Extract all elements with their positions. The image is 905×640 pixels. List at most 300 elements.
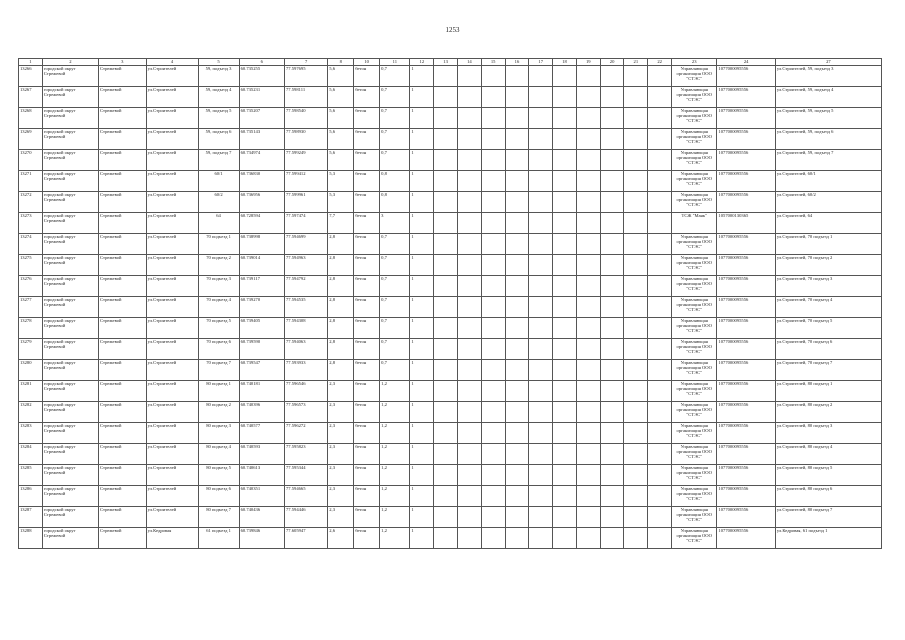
source-address-cell: ул.Строителей, 80 подъезд 1 [775,381,881,402]
longitude-cell: 77.597474 [285,213,328,234]
empty-cell [553,171,577,192]
organization-cell: Управляющая организация ООО "СТЭС" [672,528,717,549]
empty-cell [553,360,577,381]
empty-cell [529,171,553,192]
street-cell: ул.Строителей [146,129,198,150]
empty-cell [600,360,624,381]
empty-cell [576,108,600,129]
empty-cell [434,234,458,255]
container-count-cell: 1 [410,381,434,402]
street-cell: ул.Строителей [146,486,198,507]
empty-cell [457,318,481,339]
empty-cell [576,486,600,507]
empty-cell [434,528,458,549]
empty-cell [457,192,481,213]
area-cell: 2,3 [328,465,354,486]
column-number-23: 23 [672,59,717,66]
organization-cell: Управляющая организация ООО "СТЭС" [672,87,717,108]
empty-cell [457,87,481,108]
empty-cell [505,465,529,486]
source-address-cell: ул.Строителей, 70 подъезд 4 [775,297,881,318]
area-cell: 5,6 [328,66,354,87]
row-number: 13272 [19,192,43,213]
ogrn-cell: 1077000095556 [717,108,775,129]
street-cell: ул.Строителей [146,192,198,213]
row-number: 13285 [19,465,43,486]
empty-cell [553,129,577,150]
empty-cell [481,171,505,192]
ogrn-cell: 1077000095556 [717,171,775,192]
empty-cell [434,129,458,150]
column-number-5: 5 [198,59,239,66]
empty-cell [481,528,505,549]
empty-cell [648,423,672,444]
empty-cell [624,528,648,549]
empty-cell [553,276,577,297]
container-count-cell: 1 [410,339,434,360]
empty-cell [576,465,600,486]
area-cell: 5,6 [328,129,354,150]
area-cell: 5,6 [328,87,354,108]
empty-cell [457,171,481,192]
latitude-cell: 60.735255 [239,66,284,87]
container-count-cell: 1 [410,276,434,297]
volume-cell: 1,2 [380,465,410,486]
table-row [19,150,882,171]
empty-cell [457,360,481,381]
house-cell: 80 подъезд 7 [198,507,239,528]
latitude-cell: 60.739846 [239,528,284,549]
latitude-cell: 60.740351 [239,486,284,507]
longitude-cell: 77.595823 [285,444,328,465]
empty-cell [553,465,577,486]
empty-cell [481,150,505,171]
street-cell: ул.Строителей [146,87,198,108]
ogrn-cell: 1077000095556 [717,255,775,276]
table-row [19,192,882,213]
city-cell: Стрежевой [99,465,147,486]
table-row [19,486,882,507]
empty-cell [457,339,481,360]
table-row [19,87,882,108]
area-cell: 5,3 [328,192,354,213]
row-number: 13267 [19,87,43,108]
column-number-18: 18 [553,59,577,66]
house-cell: 60/1 [198,171,239,192]
empty-cell [529,297,553,318]
source-address-cell: ул.Строителей, 70 подъезд 1 [775,234,881,255]
empty-cell [505,402,529,423]
empty-cell [576,423,600,444]
empty-cell [600,402,624,423]
empty-cell [624,129,648,150]
empty-cell [481,507,505,528]
empty-cell [600,507,624,528]
empty-cell [529,528,553,549]
longitude-cell: 77.594792 [285,276,328,297]
district-cell: городской округ Стрежевой [42,192,98,213]
organization-cell: Управляющая организация ООО "СТЭС" [672,276,717,297]
volume-cell: 1,2 [380,528,410,549]
street-cell: ул.Строителей [146,66,198,87]
ogrn-cell: 1057000130365 [717,213,775,234]
organization-cell: Управляющая организация ООО "СТЭС" [672,381,717,402]
empty-cell [505,66,529,87]
container-count-cell: 1 [410,423,434,444]
row-number: 13286 [19,486,43,507]
empty-cell [505,255,529,276]
city-cell: Стрежевой [99,255,147,276]
volume-cell: 1,2 [380,507,410,528]
empty-cell [553,213,577,234]
empty-cell [481,423,505,444]
empty-cell [576,87,600,108]
district-cell: городской округ Стрежевой [42,360,98,381]
empty-cell [481,339,505,360]
container-count-cell: 1 [410,297,434,318]
empty-cell [624,276,648,297]
empty-cell [648,297,672,318]
empty-cell [457,381,481,402]
district-cell: городской округ Стрежевой [42,402,98,423]
empty-cell [434,465,458,486]
longitude-cell: 77.599249 [285,150,328,171]
container-count-cell: 1 [410,318,434,339]
city-cell: Стрежевой [99,234,147,255]
empty-cell [529,213,553,234]
source-address-cell: ул.Кедровая, 61 подъезд 1 [775,528,881,549]
row-number: 13283 [19,423,43,444]
empty-cell [457,444,481,465]
column-number-7: 7 [285,59,328,66]
empty-cell [553,297,577,318]
area-cell: 5,3 [328,171,354,192]
empty-cell [600,234,624,255]
column-number-16: 16 [505,59,529,66]
surface-cell: бетон [354,171,380,192]
house-cell: 70 подъезд 6 [198,339,239,360]
empty-cell [434,255,458,276]
volume-cell: 0,7 [380,276,410,297]
city-cell: Стрежевой [99,129,147,150]
row-number: 13280 [19,360,43,381]
ogrn-cell: 1077000095556 [717,297,775,318]
empty-cell [576,402,600,423]
empty-cell [481,255,505,276]
empty-cell [434,171,458,192]
empty-cell [553,234,577,255]
surface-cell: бетон [354,486,380,507]
empty-cell [648,192,672,213]
empty-cell [648,465,672,486]
empty-cell [648,486,672,507]
empty-cell [648,234,672,255]
empty-cell [481,87,505,108]
empty-cell [624,465,648,486]
empty-cell [434,150,458,171]
district-cell: городской округ Стрежевой [42,507,98,528]
empty-cell [529,234,553,255]
district-cell: городской округ Стрежевой [42,276,98,297]
city-cell: Стрежевой [99,423,147,444]
table-row [19,213,882,234]
organization-cell: Управляющая организация ООО "СТЭС" [672,507,717,528]
empty-cell [576,507,600,528]
container-count-cell: 1 [410,213,434,234]
empty-cell [434,381,458,402]
empty-cell [600,297,624,318]
ogrn-cell: 1077000095556 [717,150,775,171]
empty-cell [624,360,648,381]
empty-cell [600,465,624,486]
table-row [19,381,882,402]
longitude-cell: 77.598540 [285,108,328,129]
area-cell: 5,6 [328,108,354,129]
column-number-2: 2 [42,59,98,66]
table-row [19,234,882,255]
source-address-cell: ул.Строителей, 60/2 [775,192,881,213]
district-cell: городской округ Стрежевой [42,255,98,276]
empty-cell [576,297,600,318]
volume-cell: 0,8 [380,192,410,213]
empty-cell [434,276,458,297]
empty-cell [481,108,505,129]
volume-cell: 1,2 [380,402,410,423]
house-cell: 59, подъезд 7 [198,150,239,171]
empty-cell [624,297,648,318]
surface-cell: бетон [354,318,380,339]
surface-cell: бетон [354,276,380,297]
volume-cell: 0,7 [380,129,410,150]
empty-cell [505,360,529,381]
latitude-cell: 60.739014 [239,255,284,276]
column-number-14: 14 [457,59,481,66]
empty-cell [624,66,648,87]
empty-cell [600,66,624,87]
empty-cell [457,423,481,444]
house-cell: 80 подъезд 1 [198,381,239,402]
empty-cell [505,213,529,234]
ogrn-cell: 1077000095556 [717,423,775,444]
empty-cell [553,66,577,87]
longitude-cell: 77.598930 [285,129,328,150]
empty-cell [648,66,672,87]
city-cell: Стрежевой [99,108,147,129]
area-cell: 2,3 [328,423,354,444]
source-address-cell: ул.Строителей, 80 подъезд 4 [775,444,881,465]
container-count-cell: 1 [410,129,434,150]
source-address-cell: ул.Строителей, 80 подъезд 7 [775,507,881,528]
district-cell: городской округ Стрежевой [42,444,98,465]
empty-cell [576,171,600,192]
empty-cell [457,507,481,528]
row-number: 13271 [19,171,43,192]
latitude-cell: 60.740577 [239,423,284,444]
source-address-cell: ул.Строителей, 70 подъезд 3 [775,276,881,297]
longitude-cell: 77.605947 [285,528,328,549]
latitude-cell: 60.740181 [239,381,284,402]
empty-cell [434,444,458,465]
empty-cell [529,192,553,213]
table-row [19,423,882,444]
table-row [19,444,882,465]
row-number: 13270 [19,150,43,171]
table-row [19,507,882,528]
empty-cell [624,318,648,339]
ogrn-cell: 1077000095556 [717,402,775,423]
latitude-cell: 60.736956 [239,192,284,213]
district-cell: городской округ Стрежевой [42,108,98,129]
row-number: 13276 [19,276,43,297]
empty-cell [576,381,600,402]
ogrn-cell: 1077000095556 [717,486,775,507]
city-cell: Стрежевой [99,486,147,507]
organization-cell: Управляющая организация ООО "СТЭС" [672,297,717,318]
column-number-10: 10 [354,59,380,66]
empty-cell [505,381,529,402]
empty-cell [457,234,481,255]
empty-cell [481,234,505,255]
area-cell: 2,8 [328,255,354,276]
empty-cell [624,150,648,171]
area-cell: 2,8 [328,360,354,381]
empty-cell [434,87,458,108]
latitude-cell: 60.735231 [239,87,284,108]
street-cell: ул.Строителей [146,423,198,444]
empty-cell [600,255,624,276]
empty-cell [576,360,600,381]
surface-cell: бетон [354,444,380,465]
empty-cell [624,381,648,402]
surface-cell: бетон [354,465,380,486]
area-cell: 2,3 [328,486,354,507]
empty-cell [434,486,458,507]
empty-cell [624,423,648,444]
source-address-cell: ул.Строителей, 70 подъезд 6 [775,339,881,360]
empty-cell [481,402,505,423]
empty-cell [481,360,505,381]
source-address-cell: ул.Строителей, 70 подъезд 5 [775,318,881,339]
empty-cell [648,339,672,360]
street-cell: ул.Строителей [146,444,198,465]
surface-cell: бетон [354,528,380,549]
longitude-cell: 77.594308 [285,318,328,339]
surface-cell: бетон [354,339,380,360]
table-row [19,297,882,318]
empty-cell [648,87,672,108]
empty-cell [600,87,624,108]
row-number: 13284 [19,444,43,465]
empty-cell [600,171,624,192]
empty-cell [600,423,624,444]
organization-cell: Управляющая организация ООО "СТЭС" [672,150,717,171]
container-count-cell: 1 [410,465,434,486]
source-address-cell: ул.Строителей, 70 подъезд 2 [775,255,881,276]
empty-cell [481,129,505,150]
surface-cell: бетон [354,66,380,87]
street-cell: ул.Строителей [146,402,198,423]
organization-cell: Управляющая организация ООО "СТЭС" [672,129,717,150]
column-number-24: 24 [717,59,775,66]
volume-cell: 1,2 [380,486,410,507]
latitude-cell: 60.739547 [239,360,284,381]
source-address-cell: ул.Строителей, 59, подъезд 4 [775,87,881,108]
volume-cell: 0,7 [380,150,410,171]
street-cell: ул.Строителей [146,339,198,360]
surface-cell: бетон [354,108,380,129]
longitude-cell: 77.594699 [285,234,328,255]
empty-cell [481,318,505,339]
surface-cell: бетон [354,507,380,528]
row-number: 13273 [19,213,43,234]
empty-cell [505,339,529,360]
table-row [19,465,882,486]
container-count-cell: 1 [410,150,434,171]
latitude-cell: 60.740593 [239,444,284,465]
ogrn-cell: 1077000095556 [717,444,775,465]
house-cell: 59, подъезд 5 [198,108,239,129]
empty-cell [576,213,600,234]
row-number: 13269 [19,129,43,150]
empty-cell [624,171,648,192]
organization-cell: Управляющая организация ООО "СТЭС" [672,423,717,444]
column-number-21: 21 [624,59,648,66]
house-cell: 60/2 [198,192,239,213]
street-cell: ул.Строителей [146,276,198,297]
empty-cell [481,465,505,486]
row-number: 13288 [19,528,43,549]
empty-cell [434,108,458,129]
house-cell: 64 [198,213,239,234]
empty-cell [481,297,505,318]
empty-cell [529,423,553,444]
area-cell: 7,7 [328,213,354,234]
ogrn-cell: 1077000095556 [717,192,775,213]
empty-cell [648,213,672,234]
empty-cell [434,213,458,234]
empty-cell [553,87,577,108]
row-number: 13266 [19,66,43,87]
empty-cell [457,108,481,129]
empty-cell [553,402,577,423]
volume-cell: 0,7 [380,87,410,108]
table-row [19,255,882,276]
ogrn-cell: 1077000095556 [717,339,775,360]
house-cell: 59, подъезд 3 [198,66,239,87]
empty-cell [600,318,624,339]
container-count-cell: 1 [410,444,434,465]
longitude-cell: 77.596546 [285,381,328,402]
city-cell: Стрежевой [99,192,147,213]
empty-cell [505,192,529,213]
empty-cell [600,381,624,402]
house-cell: 70 подъезд 1 [198,234,239,255]
latitude-cell: 60.739590 [239,339,284,360]
street-cell: ул.Строителей [146,150,198,171]
empty-cell [624,507,648,528]
longitude-cell: 77.596573 [285,402,328,423]
organization-cell: Управляющая организация ООО "СТЭС" [672,318,717,339]
empty-cell [529,255,553,276]
empty-cell [529,318,553,339]
house-cell: 80 подъезд 5 [198,465,239,486]
city-cell: Стрежевой [99,381,147,402]
area-cell: 2,3 [328,381,354,402]
street-cell: ул.Строителей [146,171,198,192]
empty-cell [505,318,529,339]
house-cell: 80 подъезд 4 [198,444,239,465]
surface-cell: бетон [354,234,380,255]
